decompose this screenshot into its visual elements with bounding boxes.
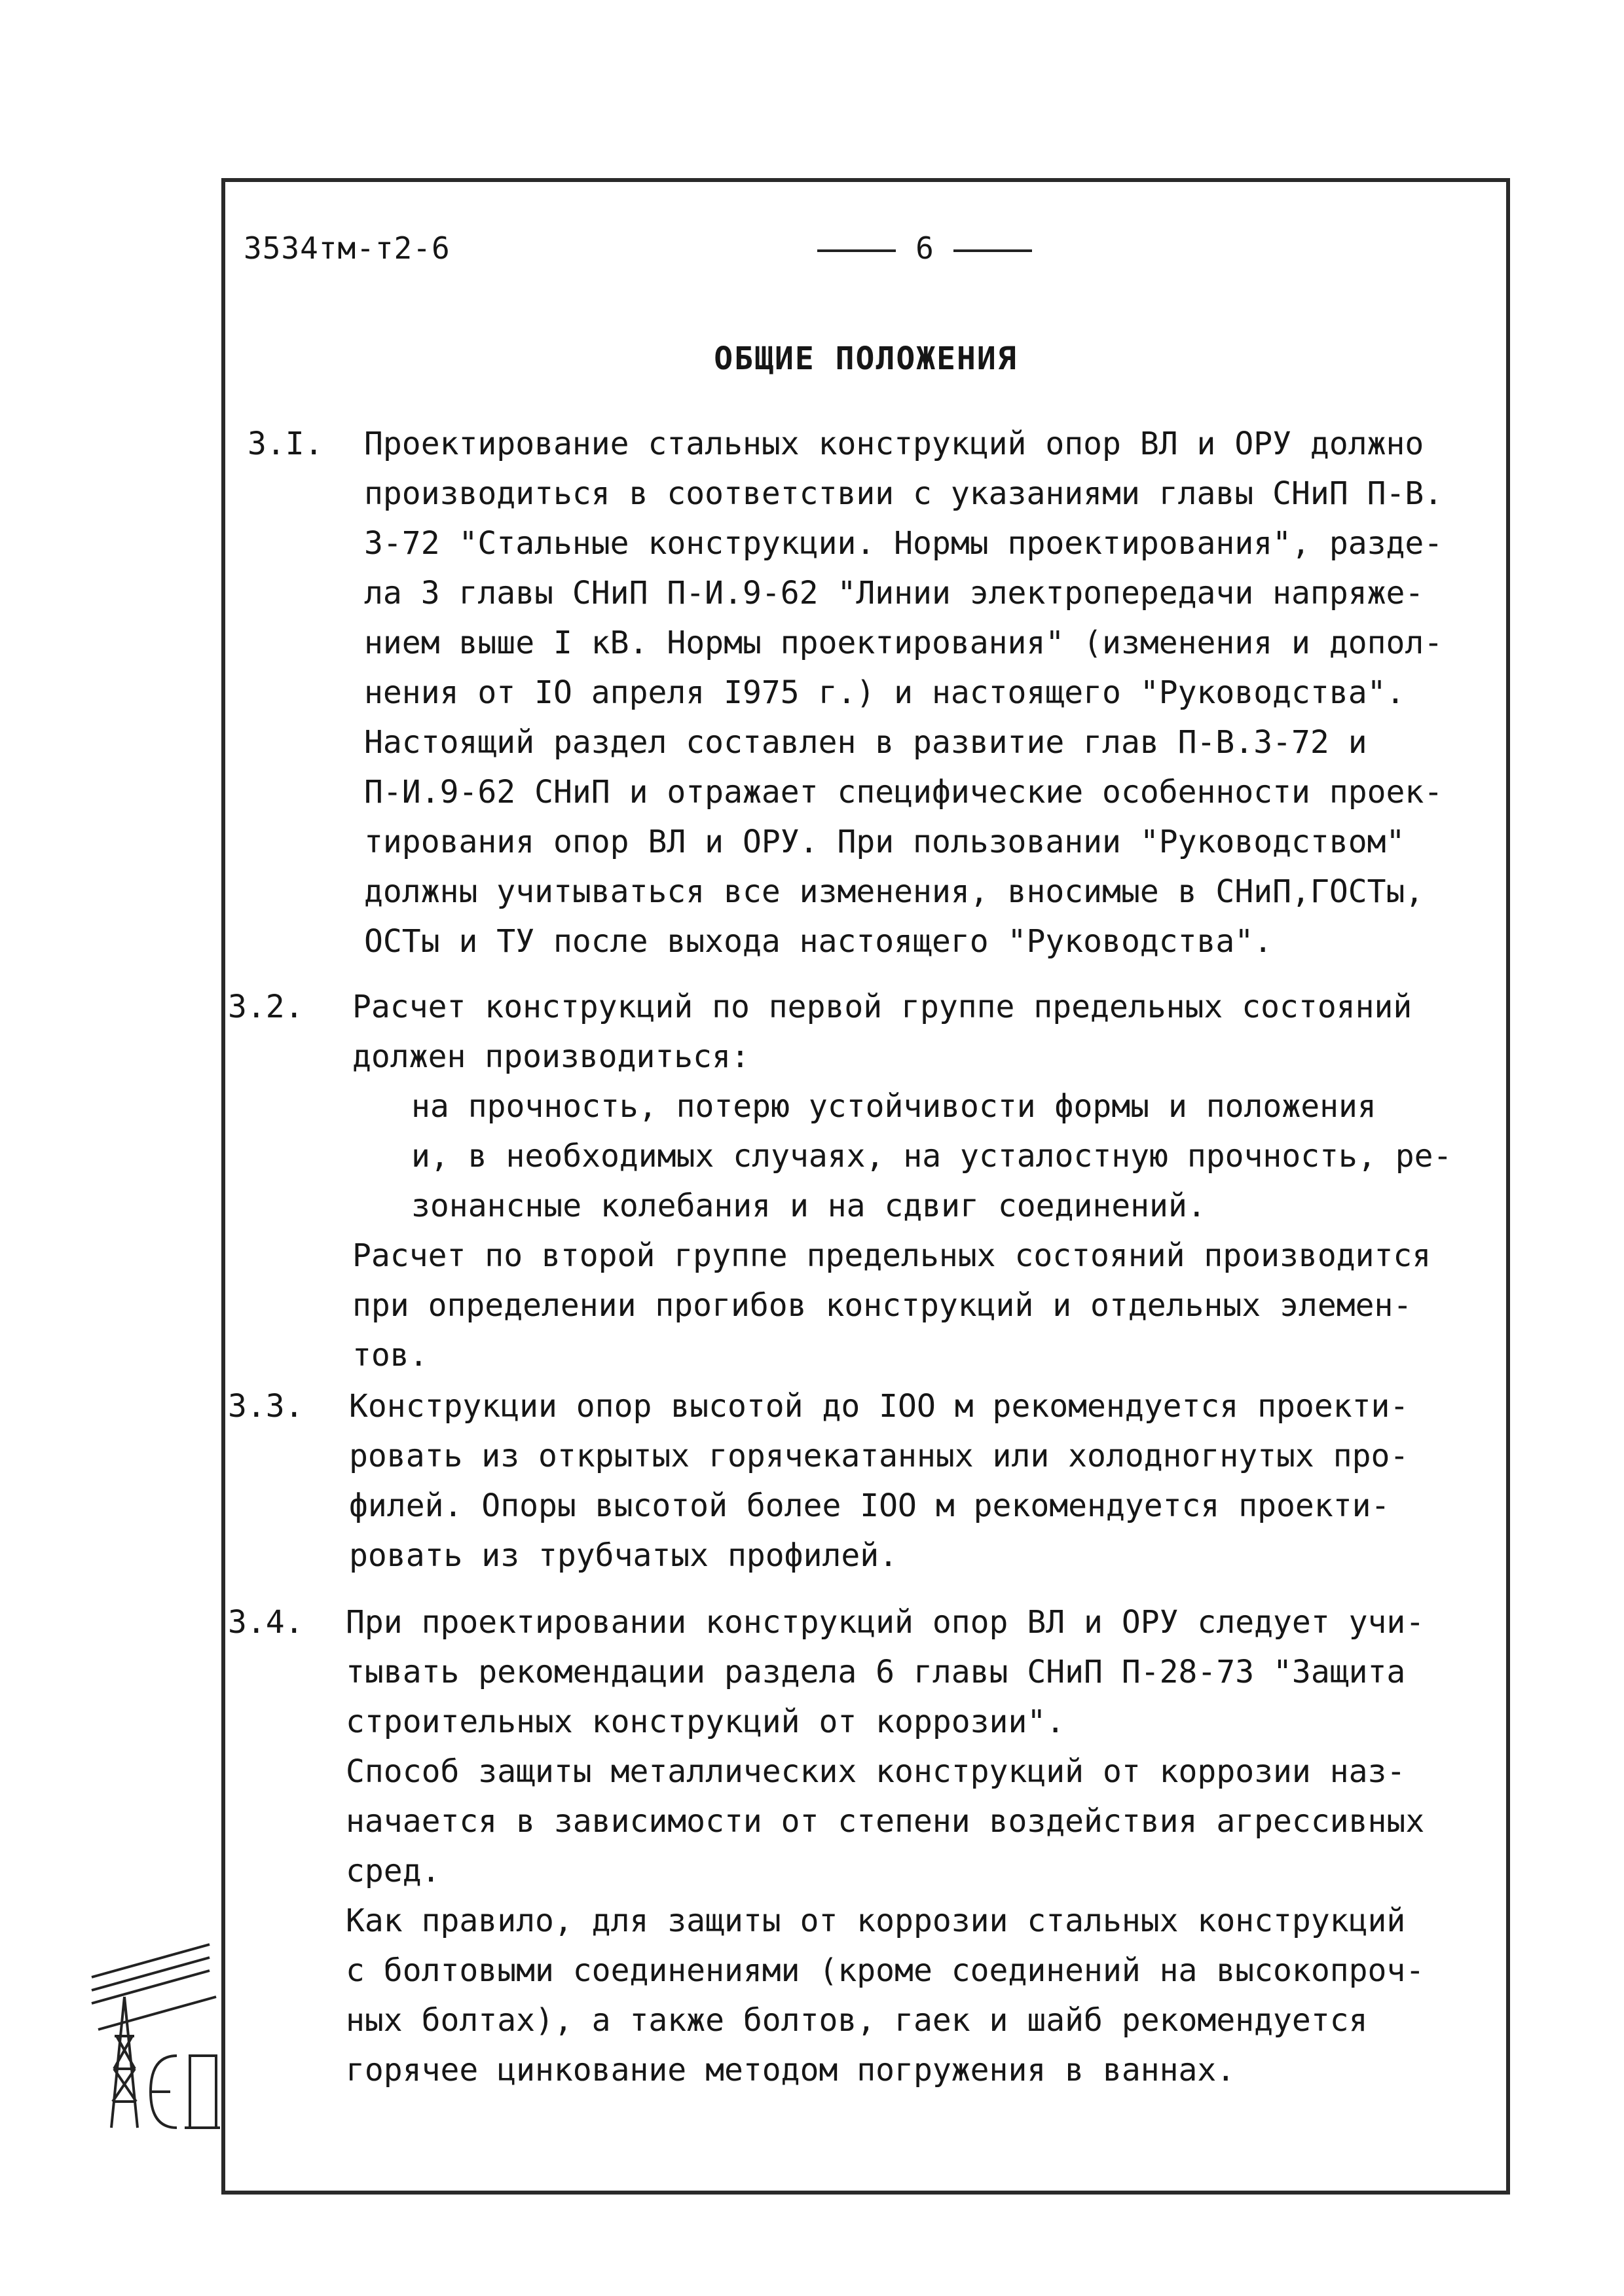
text-line: Как правило, для защиты от коррозии стальных конструкций (346, 1903, 1406, 1939)
text-line: филей. Опоры высотой более IOO м рекомендуется проекти- (349, 1487, 1390, 1524)
text-line: должны учитываться все изменения, вносимые в СНиП,ГОСТы, (364, 873, 1424, 910)
text-line: Способ защиты металлических конструкций от коррозии наз- (346, 1753, 1406, 1790)
tower-logo-icon (85, 1938, 223, 2134)
text-line: при определении прогибов конструкций и отдельных элемен- (352, 1287, 1412, 1324)
indented-list (352, 1082, 1498, 1231)
text-line: строительных конструкций от коррозии". (346, 1704, 1065, 1740)
page-number: 6 (915, 230, 934, 266)
text-line: нения от IO апреля I975 г.) и настоящего "Руководства". (364, 674, 1405, 711)
text-line: зонансные колебания и на сдвиг соединений. (411, 1188, 1206, 1224)
document-code: 3534тм-т2-6 (244, 230, 451, 266)
text-line: Конструкции опор высотой до IOO м рекомендуется проекти- (349, 1388, 1409, 1425)
section-number: 3.2. (228, 989, 304, 1025)
text-line: 3-72 "Стальные конструкции. Нормы проектирования", разде- (364, 525, 1443, 562)
text-line: на прочность, потерю устойчивости формы и положения (411, 1088, 1376, 1125)
text-line: должен производиться: (352, 1038, 750, 1075)
page-number-block (728, 230, 1121, 266)
text-line: тов. (352, 1337, 428, 1374)
text-line: нием выше I кВ. Нормы проектирования" (изменения и допол- (364, 625, 1443, 661)
text-line: с болтовыми соединениями (кроме соединений на высокопроч- (346, 1952, 1425, 1989)
text-line: ровать из трубчатых профилей. (349, 1537, 898, 1574)
text-line: сред. (346, 1853, 441, 1889)
section-body (352, 982, 1498, 1380)
text-line: тывать рекомендации раздела 6 главы СНиП П-28-73 "Защита (346, 1654, 1406, 1690)
dash-left (817, 249, 896, 252)
section-number: 3.4. (228, 1604, 304, 1641)
text-line: горячее цинкование методом погружения в ваннах. (346, 2052, 1236, 2088)
section-body (349, 1381, 1495, 1580)
text-line: тирования опор ВЛ и ОРУ. При пользовании "Руководством" (364, 824, 1405, 860)
text-line: Проектирование стальных конструкций опор ВЛ и ОРУ должно (364, 426, 1424, 462)
text-line: Настоящий раздел составлен в развитие глав П-В.3-72 и (364, 724, 1367, 761)
section-body (346, 1597, 1492, 2095)
power-line-tower-logo (85, 1938, 223, 2134)
dash-right (953, 249, 1032, 252)
section-number: 3.3. (228, 1388, 304, 1425)
text-line: П-И.9-62 СНиП и отражает специфические особенности проек- (364, 774, 1443, 811)
text-line: начается в зависимости от степени воздействия агрессивных (346, 1803, 1425, 1840)
section-body (364, 419, 1510, 966)
text-line: При проектировании конструкций опор ВЛ и ОРУ следует учи- (346, 1604, 1425, 1641)
text-line: ных болтах), а также болтов, гаек и шайб рекомендуется (346, 2002, 1368, 2039)
text-line: Расчет по второй группе предельных состояний производится (352, 1237, 1431, 1274)
text-line: Расчет конструкций по первой группе предельных состояний (352, 989, 1412, 1025)
text-line: ла 3 главы СНиП П-И.9-62 "Линии электропередачи напряже- (364, 575, 1424, 611)
text-line: производиться в соответствии с указаниями главы СНиП П-В. (364, 475, 1443, 512)
section-title: ОБЩИЕ ПОЛОЖЕНИЯ (714, 340, 1018, 377)
section-number: 3.I. (248, 426, 323, 462)
text-line: и, в необходимых случаях, на усталостную прочность, ре- (411, 1138, 1452, 1175)
text-line: ровать из открытых горячекатанных или холодногнутых про- (349, 1438, 1409, 1474)
page-header (244, 230, 1488, 276)
text-line: ОСТы и ТУ после выхода настоящего "Руководства". (364, 923, 1273, 960)
